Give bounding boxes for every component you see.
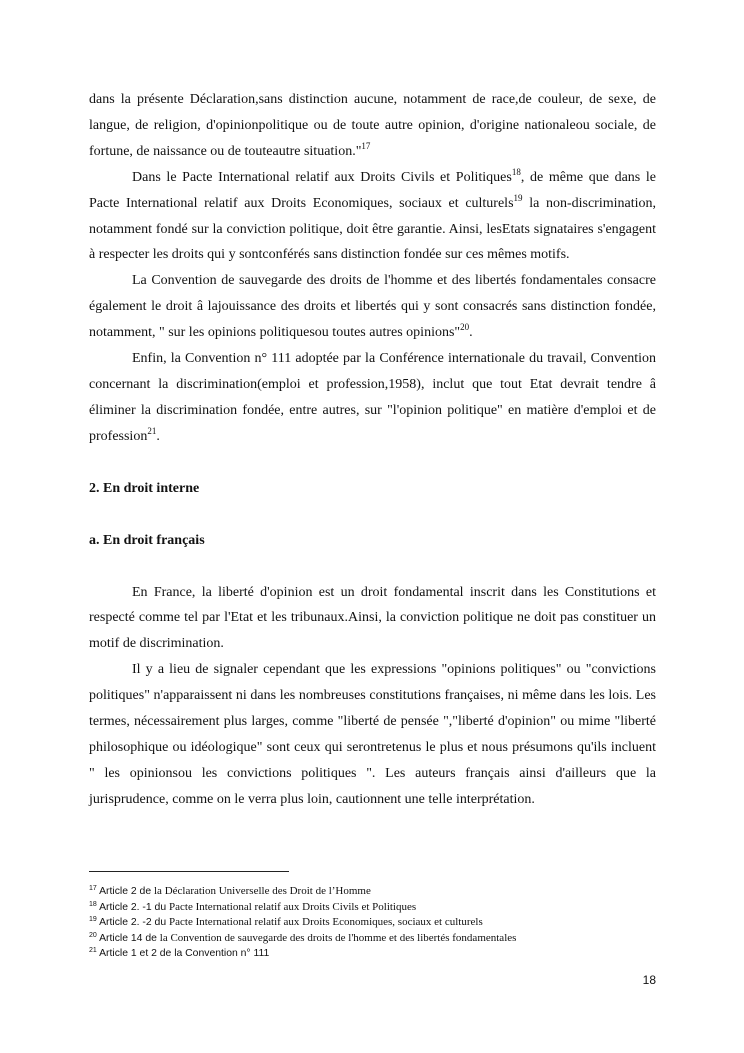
paragraph-continuation: dans la présente Déclaration,sans distinction aucune, notamment de race,de couleur, de sexe, de langue, de religion, d'opinionpolitique ou de toute autre opinion, d'origine nationaleou sociale, de fortune, de naissance ou de touteautre situation."$^{17}$	[89, 92, 656, 159]
footnote-17: $^{17}$ Article 2 de la Déclaration Universelle des Droit de l’Homme	[89, 885, 371, 897]
footnote-ref-17[interactable]: 17	[361, 140, 371, 151]
footnote-18: $^{18}$ Article 2. -1 du Pacte International relatif aux Droits Civils et Politiques	[89, 900, 417, 913]
section-heading-droit-interne: 2. En droit interne	[89, 480, 200, 496]
footnote-19: $^{19}$ Article 2. -2 du Pacte International relatif aux Droits Economiques, sociaux et culturels	[89, 916, 483, 929]
footnote-20: $^{20}$ Article 14 de la Convention de sauvegarde des droits de l'homme et des libertés fondamentales	[89, 931, 517, 944]
page-number: 18	[642, 973, 656, 987]
footnote-ref-19[interactable]: 19	[513, 192, 523, 203]
spacer	[89, 554, 656, 580]
paragraph-pacte: Dans le Pacte International relatif aux Droits Civils et Politiques$^{18}$, de même que dans le Pacte International relatif aux Droits Economiques, sociaux et culturels$^{19}$ la non-discrimination, notamment fondé sur la conviction politique, doit être garantie. Ainsi, lesEtats signataires s'engagent à respecter les droits qui y sontconférés sans distinction fondée sur ces mêmes motifs.	[89, 166, 657, 263]
spacer	[89, 502, 656, 528]
body-text	[89, 87, 656, 813]
footnote-21: $^{21}$ Article 1 et 2 de la Convention n° 111	[89, 947, 270, 960]
subsection-heading-droit-francais: a. En droit français	[89, 532, 205, 548]
paragraph-convention-111: Enfin, la Convention n° 111 adoptée par la Conférence internationale du travail, Convention concernant la discrimination(emploi et profession,1958), inclut que tout Etat devrait tendre â éliminer la discrimination fondée, entre autres, sur "l'opinion politique" en matière d'emploi et de profession$^{21}$.	[89, 351, 656, 444]
paragraph-expressions: Il y a lieu de signaler cependant que les expressions "opinions politiques" ou "convictions politiques" n'apparaissent ni dans les nombreuses constitutions françaises, ni même dans les lois. Les termes, nécessairement plus larges, comme "liberté de pensée ","liberté d'opinion" ou mime "liberté philosophique ou idéologique" sont ceux qui serontretenus le plus et nous présumons qu'ils incluent " les opinionsou les convictions politiques ". Les auteurs français ainsi d'ailleurs que la jurisprudence, comme on le verra plus loin, cautionnent une telle interprétation.	[89, 662, 656, 807]
footnotes	[89, 884, 669, 962]
paragraph-france: En France, la liberté d'opinion est un droit fondamental inscrit dans les Constitutions et respecté comme tel par l'Etat et les tribunaux.Ainsi, la conviction politique ne doit pas constituer un motif de discrimination.	[89, 584, 656, 652]
footnote-ref-18[interactable]: 18	[511, 166, 521, 177]
spacer	[89, 450, 656, 476]
paragraph-convention: La Convention de sauvegarde des droits de l'homme et des libertés fondamentales consacre également le droit â lajouissance des droits et libertés qui y sont consacrés sans distinction fondée, notamment, " sur les opinions politiquesou toutes autres opinions"$^{20}$.	[89, 273, 656, 341]
footnote-separator	[89, 871, 289, 872]
footnote-ref-20[interactable]: 20	[460, 322, 470, 333]
footnote-ref-21[interactable]: 21	[147, 425, 157, 436]
